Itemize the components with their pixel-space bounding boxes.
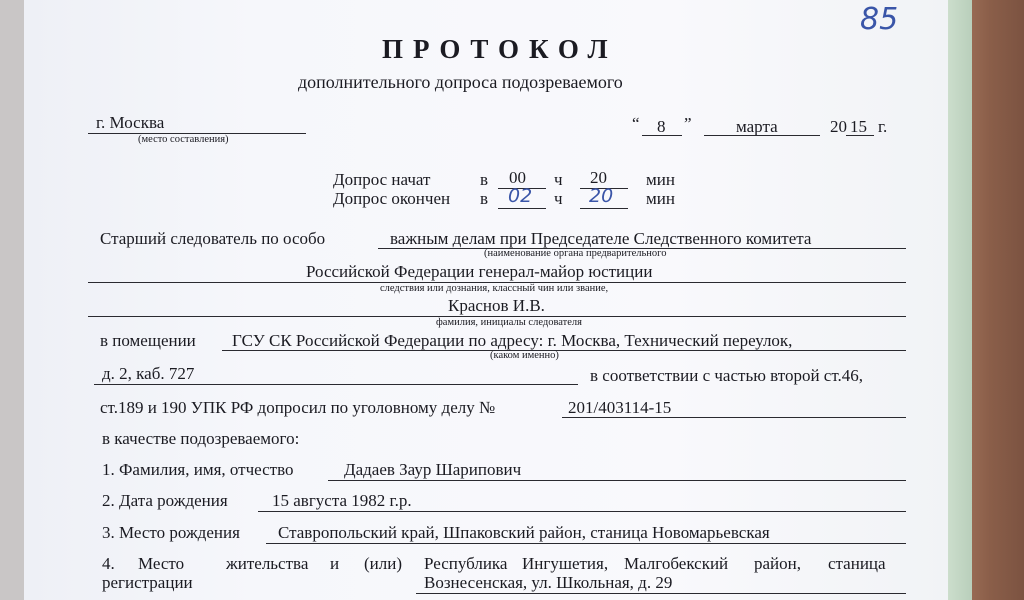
date-year-label: г.: [878, 117, 888, 136]
start-hours: 00: [509, 168, 526, 187]
location-line2: д. 2, каб. 727: [102, 364, 195, 383]
date-close-quote: ”: [684, 114, 692, 133]
location-caption: (каком именно): [490, 350, 559, 361]
residence-value-w1: Республика: [424, 554, 508, 573]
full-name-value: Дадаев Заур Шарипович: [344, 460, 522, 479]
case-label: ст.189 и 190 УПК РФ допросил по уголовному делу №: [100, 398, 496, 417]
date-year-suffix: 15: [850, 117, 867, 136]
residence-label-line2: регистрации: [102, 573, 193, 592]
as-suspect-label: в качестве подозреваемого:: [102, 429, 300, 448]
full-name-underline: [328, 480, 906, 481]
start-minutes: 20: [590, 168, 607, 187]
investigator-line1: важным делам при Председателе Следственного комитета: [390, 229, 812, 248]
residence-value-w2: Ингушетия,: [522, 554, 609, 573]
end-in-label: в: [480, 189, 489, 208]
date-open-quote: “: [632, 114, 640, 133]
residence-value-w5: станица: [828, 554, 886, 573]
date-day-underline: [642, 135, 682, 136]
full-name-label: 1. Фамилия, имя, отчество: [102, 460, 294, 479]
date-month: марта: [736, 117, 778, 136]
residence-label-w2: жительства: [226, 554, 309, 573]
document-subtitle: дополнительного допроса подозреваемого: [298, 72, 623, 92]
birth-date-label: 2. Дата рождения: [102, 491, 228, 510]
date-day: 8: [657, 117, 666, 136]
place-value: г. Москва: [96, 113, 165, 132]
end-hours-underline: [498, 208, 546, 209]
investigator-caption3: фамилия, инициалы следователя: [436, 317, 582, 328]
page-number: 85: [860, 2, 899, 37]
desk-surface: [968, 0, 1024, 600]
date-month-underline: [704, 135, 820, 136]
investigator-line2: Российской Федерации генерал-майор юстиции: [306, 262, 653, 281]
residence-value-w4: район,: [754, 554, 801, 573]
location-line2-underline: [94, 384, 578, 385]
case-number: 201/403114-15: [568, 398, 672, 417]
location-line1-underline: [222, 350, 906, 351]
underlying-paper-edge: [944, 0, 972, 600]
case-number-underline: [562, 417, 906, 418]
residence-underline: [416, 593, 906, 594]
place-caption: (место составления): [138, 134, 229, 145]
residence-value-w3: Малгобекский: [624, 554, 729, 573]
document-title: ПРОТОКОЛ: [382, 34, 618, 64]
residence-label-num: 4.: [102, 554, 115, 573]
birth-place-label: 3. Место рождения: [102, 523, 240, 542]
birth-date-value: 15 августа 1982 г.р.: [272, 491, 412, 510]
end-minutes: 20: [589, 185, 614, 207]
end-hours: 02: [508, 185, 533, 207]
residence-label-w1: Место: [138, 554, 185, 573]
interrogation-end-label: Допрос окончен: [333, 189, 451, 208]
birth-place-underline: [266, 543, 906, 544]
end-minutes-underline: [580, 208, 628, 209]
date-year-prefix: 20: [830, 117, 847, 136]
date-year-underline: [846, 135, 874, 136]
residence-label-w4: (или): [364, 554, 403, 573]
location-label: в помещении: [100, 331, 196, 350]
birth-place-value: Ставропольский край, Шпаковский район, станица Новомарьевская: [278, 523, 770, 542]
interrogation-start-label: Допрос начат: [333, 170, 431, 189]
end-h-label: ч: [554, 189, 563, 208]
residence-value-line2: Вознесенская, ул. Школьная, д. 29: [424, 573, 673, 592]
investigator-name: Краснов И.В.: [448, 296, 545, 315]
start-h-label: ч: [554, 170, 563, 189]
location-tail: в соответствии с частью второй ст.46,: [590, 366, 864, 385]
end-min-label: мин: [646, 189, 675, 208]
start-min-label: мин: [646, 170, 675, 189]
start-in-label: в: [480, 170, 489, 189]
location-line1: ГСУ СК Российской Федерации по адресу: г. Москва, Технический переулок,: [232, 331, 793, 350]
investigator-label: Старший следователь по особо: [100, 229, 326, 248]
document-page: [24, 0, 948, 600]
investigator-caption1: (наименование органа предварительного: [484, 248, 667, 259]
residence-label-w3: и: [330, 554, 340, 573]
birth-date-underline: [258, 511, 906, 512]
investigator-caption2: следствия или дознания, классный чин или звание,: [380, 283, 609, 294]
